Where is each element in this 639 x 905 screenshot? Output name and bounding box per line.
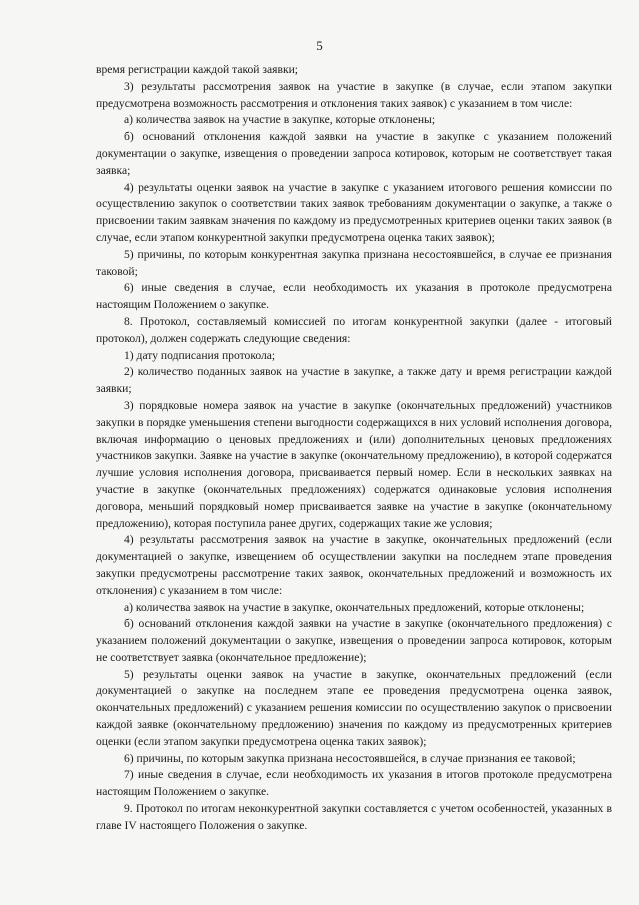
paragraph-failure-reasons: 5) причины, по которым конкурентная закупка признана несостоявшейся, в случае ее признания таковой; xyxy=(96,247,612,278)
paragraph-rejection-grounds: б) оснований отклонения каждой заявки на участие в закупке с указанием положений документации о закупке, извещения о проведении запроса котировок, которым не соответствует такая заявка; xyxy=(96,130,612,177)
paragraph-signing-date: 1) дату подписания протокола; xyxy=(124,348,276,362)
paragraph-submitted-count: 2) количество поданных заявок на участие в закупке, а также дату и время регистрации каждой заявки; xyxy=(96,365,612,396)
paragraph-evaluation-results: 4) результаты оценки заявок на участие в закупке с указанием итогового решения комиссии по осуществлению закупок о соответствии таких заявок требованиям документации о закупке, а также о присвоении таким заявкам значения по каждому из предусмотренных критериев оценки таких заявок (в случае, если этапом конкурентной закупки предусмотрена оценка таких заявок); xyxy=(96,180,612,244)
paragraph-final-rejection-grounds: б) оснований отклонения каждой заявки на участие в закупке (окончательного предложения) с указанием положений документации о закупке, извещения о проведении запроса котировок, которым не соответствует заявка (окончательное предложение); xyxy=(96,617,612,664)
paragraph-section-9: 9. Протокол по итогам неконкурентной закупки составляется с учетом особенностей, указанных в главе IV настоящего Положения о закупке. xyxy=(96,802,612,832)
paragraph-other-info: 6) иные сведения в случае, если необходимость их указания в протоколе предусмотрена настоящим Положением о закупке. xyxy=(96,281,612,312)
paragraph-final-evaluation: 5) результаты оценки заявок на участие в закупке, окончательных предложений (если документацией о закупке на последнем этапе ее проведения предусмотрена оценка заявок, окончательных предложений) с указанием решения комиссии по осуществлению закупок о присвоении каждой заявке (окончательному предложению) значения по каждому из предусмотренных критериев оценки (если этапом закупки предусмотрена оценка таких заявок); xyxy=(96,667,612,748)
paragraph-final-rejected-count: а) количества заявок на участие в закупке, окончательных предложений, которые отклонены; xyxy=(124,600,585,614)
paragraph-final-other-info: 7) иные сведения в случае, если необходимость их указания в итогов протоколе предусмотрена настоящим Положением о закупке. xyxy=(96,768,612,799)
page-number: 5 xyxy=(316,38,323,53)
paragraph-final-review: 4) результаты рассмотрения заявок на участие в закупке, окончательных предложений (если документацией о закупке, извещением об осуществлении закупки на последнем этапе проведения закупки предусмотрены рассмотрение таких заявок, окончательных предложений и возможность их отклонения) с указанием в том числе: xyxy=(96,533,612,597)
paragraph-section-8: 8. Протокол, составляемый комиссией по итогам конкурентной закупки (далее - итоговый протокол), должен содержать следующие сведения: xyxy=(96,314,612,345)
paragraph-rejected-count: а) количества заявок на участие в закупке, которые отклонены; xyxy=(124,113,436,127)
paragraph-registration-time: время регистрации каждой такой заявки; xyxy=(96,63,298,76)
document-body xyxy=(96,62,612,835)
paragraph-final-failure-reasons: 6) причины, по которым закупка признана несостоявшейся, в случае признания ее таковой; xyxy=(124,751,576,765)
paragraph-ordinal-numbers: 3) порядковые номера заявок на участие в закупке (окончательных предложений) участников закупки в порядке уменьшения степени выгодности содержащихся в них условий исполнения договора, включая информацию о ценовых предложениях и (или) дополнительных ценовых предложениях участников закупки. Заявке на участие в закупке (окончательному предложению), в которой содержатся лучшие условия исполнения договора, присваивается первый номер. Если в нескольких заявках на участие в закупке (окончательных предложениях) содержатся одинаковые условия исполнения договора, меньший порядковый номер присваивается заявке на участие в закупке (окончательному предложению), которая поступила ранее других, содержащих такие же условия; xyxy=(96,398,612,530)
paragraph-review-results: 3) результаты рассмотрения заявок на участие в закупке (в случае, если этапом закупки предусмотрена возможность рассмотрения и отклонения таких заявок) с указанием в том числе: xyxy=(96,79,612,110)
